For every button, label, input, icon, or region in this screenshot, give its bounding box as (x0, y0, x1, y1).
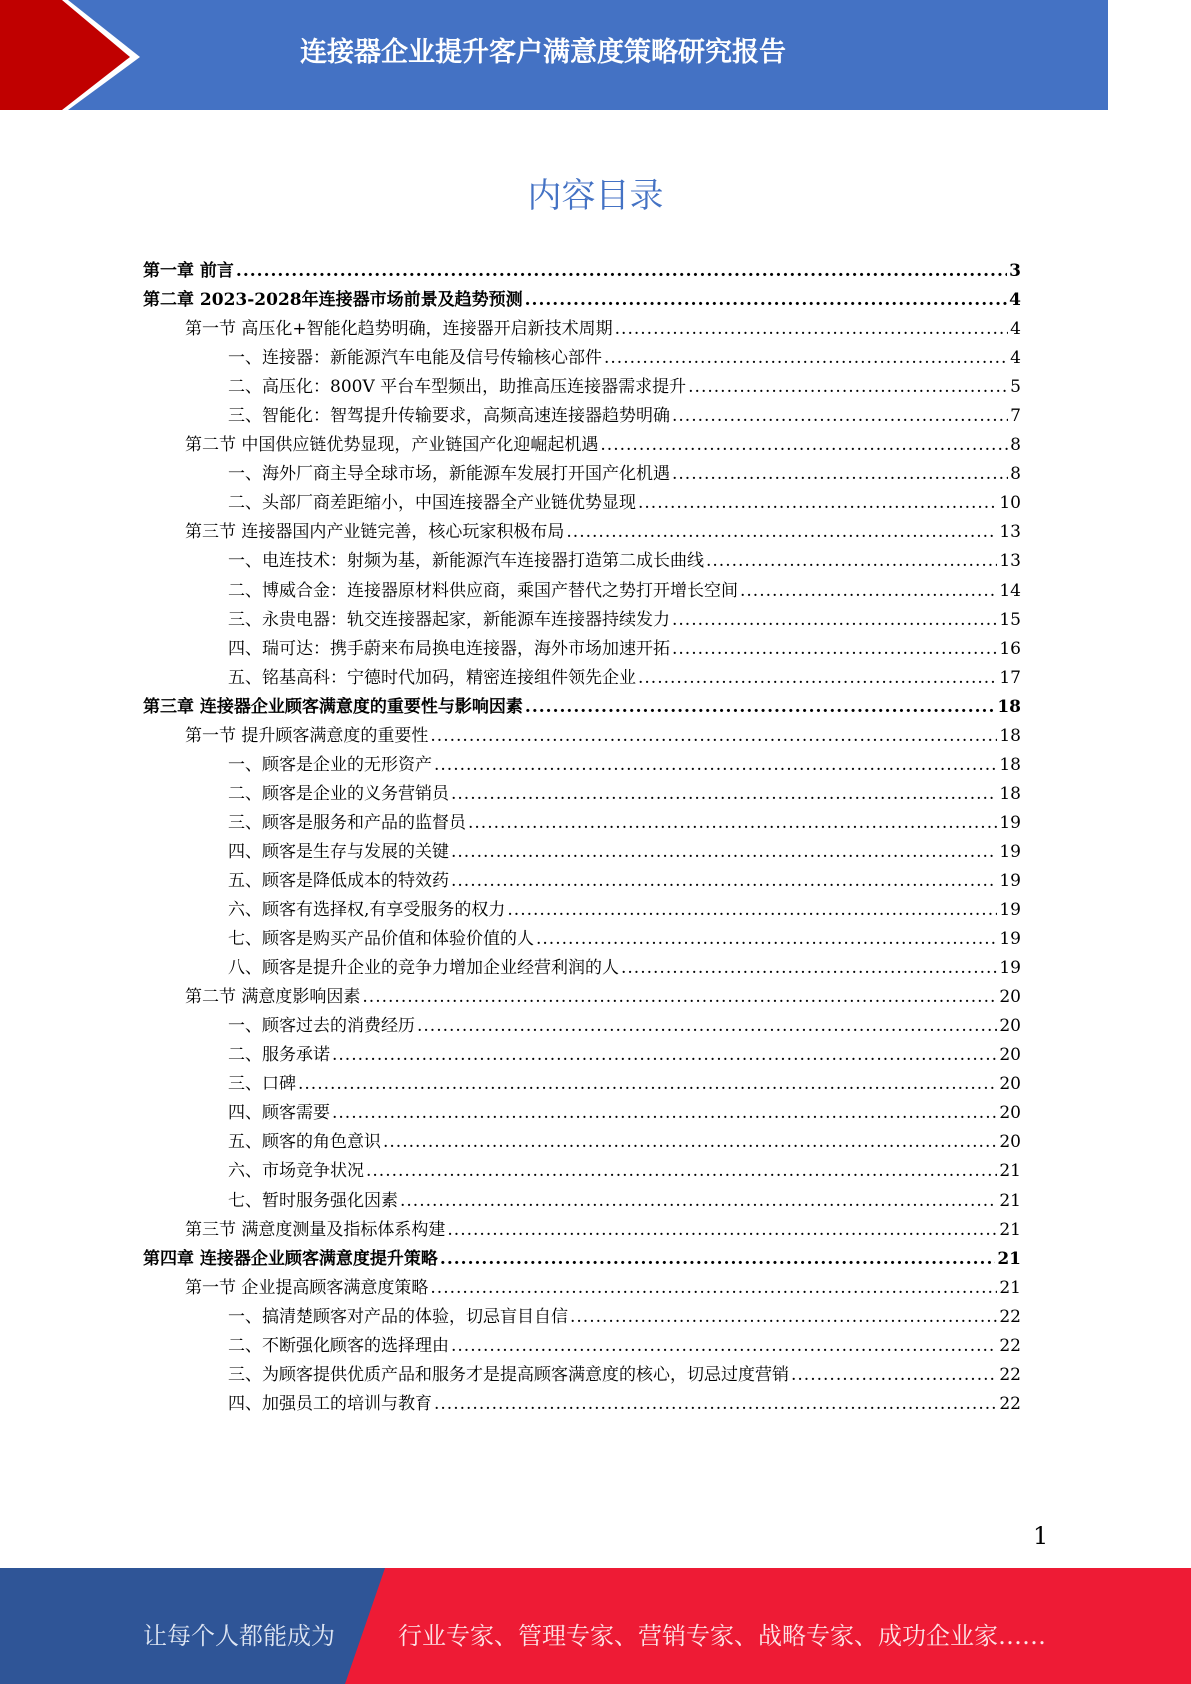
toc-entry[interactable] (143, 314, 1021, 343)
toc-entry-title: 四、瑞可达：携手蔚来布局换电连接器，海外市场加速开拓 (228, 638, 670, 659)
toc-entry-page: 18 (997, 696, 1021, 717)
toc-entry-title: 三、永贵电器：轨交连接器起家，新能源车连接器持续发力 (228, 609, 670, 630)
dot-leader (672, 406, 1008, 426)
toc-entry-page: 3 (1009, 261, 1021, 281)
toc-entry-page: 4 (1009, 290, 1021, 311)
toc-entry-page: 15 (999, 609, 1021, 630)
toc-entry-title: 三、口碑 (228, 1074, 296, 1095)
toc-entry-page: 4 (1010, 319, 1021, 340)
toc-entry-page: 21 (997, 1248, 1021, 1269)
toc-entry[interactable] (143, 488, 1021, 517)
toc-entry-page: 19 (999, 870, 1021, 891)
toc-entry-page: 21 (999, 1161, 1021, 1182)
toc-entry-title: 一、顾客过去的消费经历 (228, 1016, 415, 1037)
dot-leader (621, 958, 997, 978)
toc-entry-page: 13 (999, 522, 1021, 543)
dot-leader (298, 1074, 997, 1094)
toc-entry-page: 18 (999, 783, 1021, 804)
toc-entry-title: 第一节 提升顾客满意度的重要性 (185, 725, 429, 746)
toc-entry-title: 一、电连技术：射频为基，新能源汽车连接器打造第二成长曲线 (228, 551, 704, 572)
toc-entry-title: 三、智能化：智驾提升传输要求，高频高速连接器趋势明确 (228, 406, 670, 427)
toc-entry[interactable] (143, 1011, 1021, 1040)
toc-entry-title: 二、高压化：800V 平台车型频出，助推高压连接器需求提升 (228, 377, 687, 398)
toc-entry-page: 21 (999, 1219, 1021, 1240)
toc-entry[interactable] (143, 576, 1021, 605)
toc-entry-page: 20 (999, 1074, 1021, 1095)
toc-entry[interactable] (143, 721, 1021, 750)
dot-leader (604, 348, 1008, 368)
footer-slogan-right: 行业专家、管理专家、营销专家、战略专家、成功企业家…… (398, 1622, 1046, 1650)
toc-entry[interactable] (143, 343, 1021, 372)
toc-entry[interactable] (143, 1302, 1021, 1331)
toc-entry-title: 二、不断强化顾客的选择理由 (228, 1335, 449, 1356)
toc-entry[interactable] (143, 1360, 1021, 1389)
dot-leader (434, 1394, 997, 1414)
dot-leader (451, 1336, 997, 1356)
toc-entry[interactable] (143, 663, 1021, 692)
dot-leader (600, 435, 1008, 455)
toc-entry[interactable] (143, 1389, 1021, 1418)
toc-entry-title: 一、连接器：新能源汽车电能及信号传输核心部件 (228, 348, 602, 369)
dot-leader (468, 813, 997, 833)
dot-leader (451, 871, 997, 891)
toc-entry[interactable] (143, 1273, 1021, 1302)
dot-leader (536, 929, 997, 949)
dot-leader (440, 1249, 995, 1269)
toc-entry-page: 13 (999, 551, 1021, 572)
header-bar (0, 0, 1108, 110)
toc-entry-title: 第四章 连接器企业顾客满意度提升策略 (143, 1248, 438, 1269)
toc-entry-title: 一、海外厂商主导全球市场，新能源车发展打开国产化机遇 (228, 464, 670, 485)
toc-entry[interactable] (143, 808, 1021, 837)
dot-leader (525, 697, 995, 717)
dot-leader (236, 261, 1007, 281)
toc-entry-title: 第二章 2023-2028年连接器市场前景及趋势预测 (143, 290, 523, 311)
toc-entry-title: 四、加强员工的培训与教育 (228, 1393, 432, 1414)
dot-leader (366, 1161, 997, 1181)
dot-leader (638, 493, 997, 513)
dot-leader (451, 784, 997, 804)
page-number: 1 (1033, 1522, 1049, 1550)
toc-entry[interactable] (143, 692, 1021, 721)
dot-leader (688, 377, 1008, 397)
dot-leader (447, 1220, 997, 1240)
toc-entry-page: 19 (999, 958, 1021, 979)
toc-entry-page: 14 (999, 580, 1021, 601)
toc-entry-title: 七、顾客是购买产品价值和体验价值的人 (228, 929, 534, 950)
toc-entry-title: 二、顾客是企业的义务营销员 (228, 783, 449, 804)
toc-entry[interactable] (143, 779, 1021, 808)
toc-entry-page: 17 (999, 667, 1021, 688)
dot-leader (566, 522, 997, 542)
toc-entry-page: 8 (1010, 435, 1021, 456)
toc-entry[interactable] (143, 895, 1021, 924)
toc-entry-title: 第一节 高压化+智能化趋势明确，连接器开启新技术周期 (185, 319, 613, 340)
toc-entry-title: 第二节 中国供应链优势显现，产业链国产化迎崛起机遇 (185, 435, 599, 456)
toc-entry-title: 四、顾客需要 (228, 1103, 330, 1124)
toc-entry[interactable] (143, 256, 1021, 285)
dot-leader (400, 1191, 997, 1211)
toc-entry[interactable] (143, 953, 1021, 982)
toc-entry-page: 22 (999, 1393, 1021, 1414)
report-title: 连接器企业提升客户满意度策略研究报告 (300, 37, 786, 68)
dot-leader (570, 1307, 997, 1327)
dot-leader (740, 581, 997, 601)
toc-entry-page: 19 (999, 812, 1021, 833)
toc-entry-title: 五、顾客是降低成本的特效药 (228, 870, 449, 891)
toc-entry-title: 一、顾客是企业的无形资产 (228, 754, 432, 775)
dot-leader (332, 1103, 997, 1123)
toc-entry-title: 二、服务承诺 (228, 1045, 330, 1066)
dot-leader (332, 1045, 997, 1065)
toc-entry-title: 六、顾客有选择权,有享受服务的权力 (228, 900, 506, 921)
toc-entry-page: 18 (999, 725, 1021, 746)
toc-entry-page: 19 (999, 929, 1021, 950)
dot-leader (362, 987, 997, 1007)
toc-entry-title: 第二节 满意度影响因素 (185, 987, 361, 1008)
table-of-contents (143, 256, 1021, 1418)
toc-entry[interactable] (143, 982, 1021, 1011)
toc-entry-title: 第一章 前言 (143, 261, 234, 281)
dot-leader (430, 726, 997, 746)
dot-leader (615, 319, 1009, 339)
toc-entry-page: 22 (999, 1335, 1021, 1356)
toc-entry-page: 8 (1010, 464, 1021, 485)
toc-entry-page: 16 (999, 638, 1021, 659)
toc-entry-page: 19 (999, 841, 1021, 862)
toc-entry[interactable] (143, 605, 1021, 634)
toc-entry-page: 18 (999, 754, 1021, 775)
toc-entry-title: 八、顾客是提升企业的竞争力增加企业经营利润的人 (228, 958, 619, 979)
toc-entry[interactable] (143, 924, 1021, 953)
dot-leader (791, 1365, 997, 1385)
header-arrow-decoration (0, 0, 150, 110)
dot-leader (672, 639, 997, 659)
toc-entry-page: 20 (999, 1103, 1021, 1124)
toc-entry[interactable] (143, 401, 1021, 430)
toc-entry-title: 二、头部厂商差距缩小，中国连接器全产业链优势显现 (228, 493, 636, 514)
footer-slogan-left: 让每个人都能成为 (143, 1622, 335, 1650)
toc-entry[interactable] (143, 1244, 1021, 1273)
toc-entry-page: 20 (999, 1132, 1021, 1153)
toc-entry[interactable] (143, 750, 1021, 779)
toc-entry-title: 二、博威合金：连接器原材料供应商，乘国产替代之势打开增长空间 (228, 580, 738, 601)
toc-entry[interactable] (143, 1040, 1021, 1069)
toc-entry[interactable] (143, 1215, 1021, 1244)
dot-leader (451, 842, 997, 862)
toc-entry-title: 三、为顾客提供优质产品和服务才是提高顾客满意度的核心，切忌过度营销 (228, 1364, 789, 1385)
toc-entry[interactable] (143, 546, 1021, 575)
toc-entry[interactable] (143, 634, 1021, 663)
toc-entry-page: 10 (999, 493, 1021, 514)
toc-entry-page: 20 (999, 1016, 1021, 1037)
toc-entry[interactable] (143, 1098, 1021, 1127)
toc-entry-title: 五、顾客的角色意识 (228, 1132, 381, 1153)
toc-entry-title: 七、暂时服务强化因素 (228, 1190, 398, 1211)
toc-entry[interactable] (143, 1069, 1021, 1098)
toc-entry-title: 三、顾客是服务和产品的监督员 (228, 812, 466, 833)
toc-entry-page: 20 (999, 1045, 1021, 1066)
dot-leader (434, 755, 997, 775)
footer-bar (0, 1568, 1191, 1684)
toc-entry-title: 六、市场竞争状况 (228, 1161, 364, 1182)
toc-entry-page: 7 (1010, 406, 1021, 427)
toc-entry[interactable] (143, 1156, 1021, 1185)
dot-leader (417, 1016, 997, 1036)
dot-leader (672, 464, 1008, 484)
toc-entry-title: 四、顾客是生存与发展的关键 (228, 841, 449, 862)
toc-entry[interactable] (143, 459, 1021, 488)
toc-entry-page: 21 (999, 1277, 1021, 1298)
toc-heading: 内容目录 (527, 176, 664, 216)
toc-entry-title: 第三章 连接器企业顾客满意度的重要性与影响因素 (143, 696, 523, 717)
dot-leader (672, 610, 997, 630)
toc-entry[interactable] (143, 837, 1021, 866)
dot-leader (383, 1132, 997, 1152)
dot-leader (525, 290, 1008, 310)
toc-entry-title: 一、搞清楚顾客对产品的体验，切忌盲目自信 (228, 1306, 568, 1327)
toc-entry-page: 22 (999, 1364, 1021, 1385)
toc-entry[interactable] (143, 1331, 1021, 1360)
toc-entry[interactable] (143, 372, 1021, 401)
toc-entry[interactable] (143, 517, 1021, 546)
toc-entry-page: 21 (999, 1190, 1021, 1211)
toc-entry-page: 5 (1010, 377, 1021, 398)
toc-entry-title: 第三节 满意度测量及指标体系构建 (185, 1219, 446, 1240)
toc-entry[interactable] (143, 866, 1021, 895)
toc-entry[interactable] (143, 285, 1021, 314)
toc-entry-page: 4 (1010, 348, 1021, 369)
toc-entry[interactable] (143, 430, 1021, 459)
toc-entry-title: 第一节 企业提高顾客满意度策略 (185, 1277, 429, 1298)
toc-entry-page: 20 (999, 987, 1021, 1008)
dot-leader (507, 900, 997, 920)
toc-entry-page: 22 (999, 1306, 1021, 1327)
toc-entry-page: 19 (999, 900, 1021, 921)
toc-entry-title: 五、铭基高科：宁德时代加码，精密连接组件领先企业 (228, 667, 636, 688)
dot-leader (706, 551, 997, 571)
dot-leader (638, 668, 997, 688)
dot-leader (430, 1278, 997, 1298)
toc-entry[interactable] (143, 1127, 1021, 1156)
toc-entry[interactable] (143, 1186, 1021, 1215)
toc-entry-title: 第三节 连接器国内产业链完善，核心玩家积极布局 (185, 522, 565, 543)
